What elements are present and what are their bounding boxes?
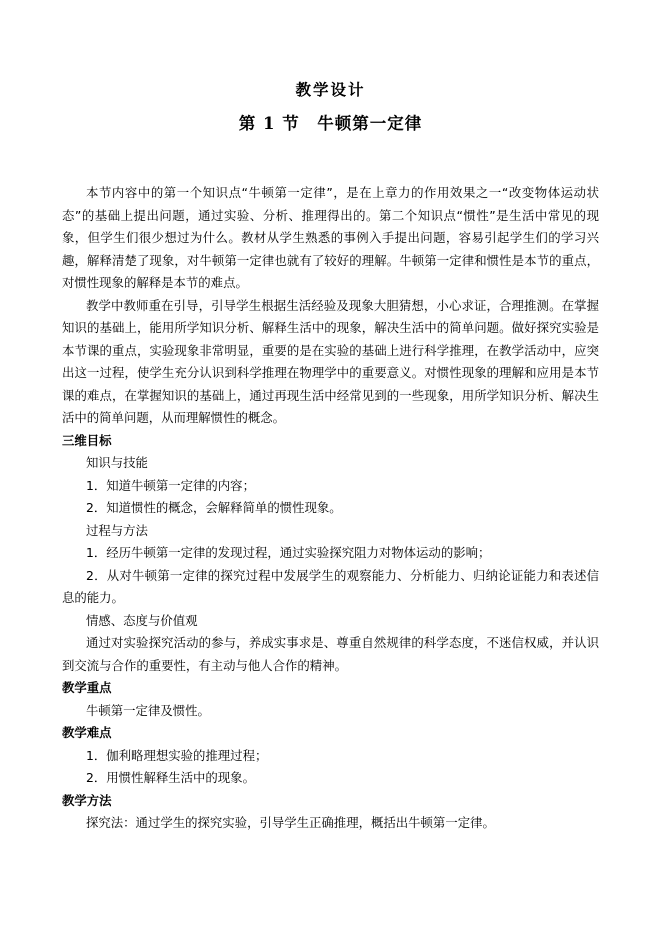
list-item: 2．知道惯性的概念，会解释简单的惯性现象。	[86, 500, 342, 515]
section-heading: 三维目标	[62, 432, 112, 448]
goal-group-process-methods	[62, 520, 599, 610]
section-teaching-method	[62, 790, 599, 835]
goal-group-attitude-values	[62, 610, 599, 678]
page-title: 教学设计	[295, 81, 366, 99]
section-teaching-difficulty	[62, 722, 599, 790]
list-item: 1．经历牛顿第一定律的发现过程，通过实验探究阻力对物体运动的影响；	[86, 545, 491, 560]
list-item: 1．伽利略理想实验的推理过程；	[86, 747, 268, 763]
page-subtitle: 第 1 节 牛顿第一定律	[238, 114, 423, 133]
list-item: 牛顿第一定律及惯性。	[86, 702, 210, 718]
section-heading: 教学难点	[62, 725, 112, 740]
section-heading: 教学方法	[62, 792, 112, 808]
section-three-dimensional-goals	[62, 430, 599, 678]
body-paragraph-1: 本节内容中的第一个知识点“牛顿第一定律”，是在上章力的作用效果之一“改变物体运动状态”的基础上提出问题，通过实验、分析、推理得出的。第二个知识点“惯性”是生活中常见的现象，但学生们很少想过为什么。教材从学生熟悉的事例入手提出问题，容易引起学生们的学习兴趣，解释清楚了现象，对牛顿第一定律也就有了较好的理解。牛顿第一定律和惯性是本节的重点，对惯性现象的解释是本节的难点。	[62, 185, 599, 290]
list-item: 探究法：通过学生的探究实验，引导学生正确推理，概括出牛顿第一定律。	[86, 815, 495, 830]
group-subheading: 知识与技能	[86, 455, 148, 470]
body-paragraph-2: 教学中教师重在引导，引导学生根据生活经验及现象大胆猜想，小心求证，合理推测。在掌握知识的基础上，能用所学知识分析、解释生活中的现象，解决生活中的简单问题。做好探究实验是本节课的重点，实验现象非常明显，重要的是在实验的基础上进行科学推理，在教学活动中，应突出这一过程，使学生充分认识到科学推理在物理学中的重要意义。对惯性现象的理解和应用是本节课的难点，在掌握知识的基础上，通过再现生活中经常见到的一些现象，用所学知识分析、解决生活中的简单问题，从而理解惯性的概念。	[62, 297, 599, 425]
list-item: 通过对实验探究活动的参与，养成实事求是、尊重自然规律的科学态度，不迷信权威，并认识到交流与合作的重要性，有主动与他人合作的精神。	[62, 635, 599, 673]
section-heading: 教学重点	[62, 680, 112, 695]
group-subheading: 过程与方法	[86, 522, 148, 538]
section-teaching-focus	[62, 677, 599, 722]
goal-group-knowledge-skills	[62, 452, 599, 520]
list-item: 2．从对牛顿第一定律的探究过程中发展学生的观察能力、分析能力、归纳论证能力和表述信息的能力。	[62, 567, 599, 605]
group-subheading: 情感、态度与价值观	[86, 612, 198, 628]
list-item: 2．用惯性解释生活中的现象。	[86, 770, 255, 785]
list-item: 1．知道牛顿第一定律的内容；	[86, 477, 255, 493]
